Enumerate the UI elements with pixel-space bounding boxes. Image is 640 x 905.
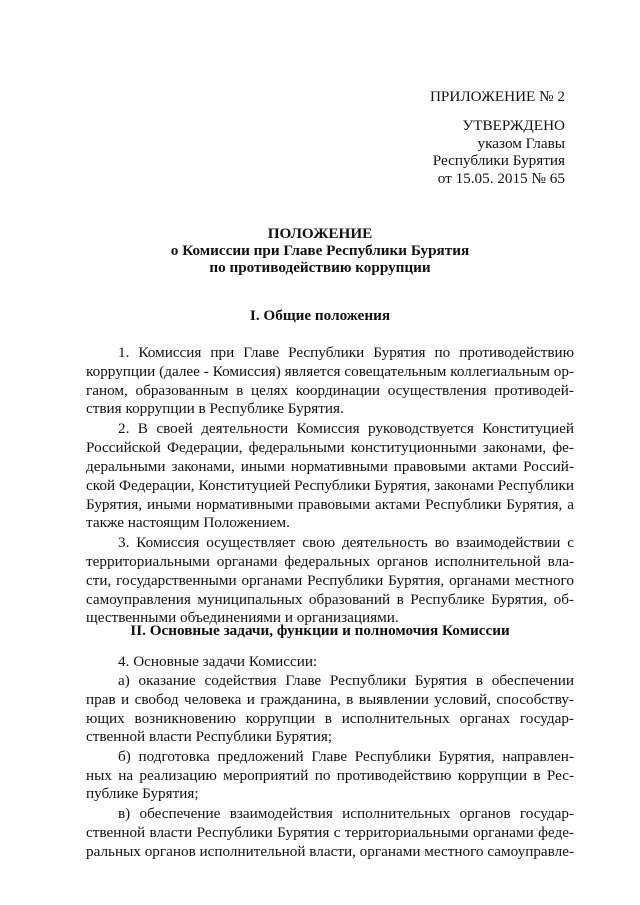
document-subtitle-1: о Комиссии при Главе Республики Бурятия (170, 242, 470, 259)
paragraph-line: ственной власти Республики Бурятия; (86, 728, 333, 745)
paragraph-line: ственной власти Республики Бурятия с территориальными органами феде- (86, 824, 574, 841)
paragraph-line: щественными объединениями и организациями. (86, 609, 399, 626)
approved-label: УТВЕРЖДЕНО (462, 117, 565, 134)
decree-label: указом Главы (477, 135, 565, 152)
paragraph-line: ральных органов исполнительной власти, органами местного самоуправле- (86, 843, 575, 860)
paragraph-line: Бурятия, иными нормативными правовыми актами Республики Бурятия, а (86, 496, 574, 513)
paragraph-line: ющих возникновению коррупции в исполнительных органах государ- (86, 710, 574, 727)
paragraph-line: самоуправления муниципальных образований в Республике Бурятия, об- (86, 591, 574, 608)
paragraph-line: коррупции (далее - Комиссия) является совещательным коллегиальным ор- (86, 363, 574, 380)
section-2-heading: II. Основные задачи, функции и полномочия Комиссии (130, 622, 510, 639)
paragraph-line: прав и свобод человека и гражданина, в выявлении условий, способству- (86, 691, 574, 708)
paragraph-line: в) обеспечение взаимодействия исполнительных органов государ- (118, 805, 574, 822)
paragraph-line: ствия коррупции в Республике Бурятия. (86, 400, 344, 417)
paragraph-line: Российской Федерации, федеральными конституционными законами, фе- (86, 439, 574, 456)
paragraph-line: 1. Комиссия при Главе Республики Бурятия по противодействию (118, 344, 574, 361)
paragraph-line: публике Бурятия; (86, 785, 199, 802)
date-number-label: от 15.05. 2015 № 65 (437, 170, 565, 187)
paragraph-line: б) подготовка предложений Главе Республики Бурятия, направлен- (118, 748, 574, 765)
paragraph-line: ных на реализацию мероприятий по противодействию коррупции в Рес- (86, 767, 574, 784)
paragraph-line: 3. Комиссия осуществляет свою деятельность во взаимодействии с (118, 534, 574, 551)
paragraph-line: деральными законами, иными нормативными правовыми актами Россий- (86, 458, 574, 475)
section-1-heading: I. Общие положения (249, 307, 391, 324)
appendix-label: ПРИЛОЖЕНИЕ № 2 (429, 88, 565, 105)
paragraph-line: территориальными органами федеральных органов исполнительной вла- (86, 553, 574, 570)
paragraph-line: также настоящим Положением. (86, 514, 290, 531)
paragraph-line: 2. В своей деятельности Комиссия руководствуется Конституцией (118, 420, 574, 437)
paragraph-line: а) оказание содействия Главе Республики Бурятия в обеспечении (118, 672, 574, 689)
paragraph-line: 4. Основные задачи Комиссии: (118, 653, 318, 670)
document-title: ПОЛОЖЕНИЕ (267, 225, 373, 242)
document-subtitle-2: по противодействию коррупции (209, 259, 431, 276)
republic-label: Республики Бурятия (432, 152, 565, 169)
paragraph-line: ской Федерации, Конституцией Республики Бурятия, законами Республики (86, 477, 574, 494)
paragraph-line: сти, государственными органами Республики Бурятия, органами местного (86, 572, 574, 589)
paragraph-line: ганом, образованным в целях координации осуществления противодей- (86, 382, 574, 399)
